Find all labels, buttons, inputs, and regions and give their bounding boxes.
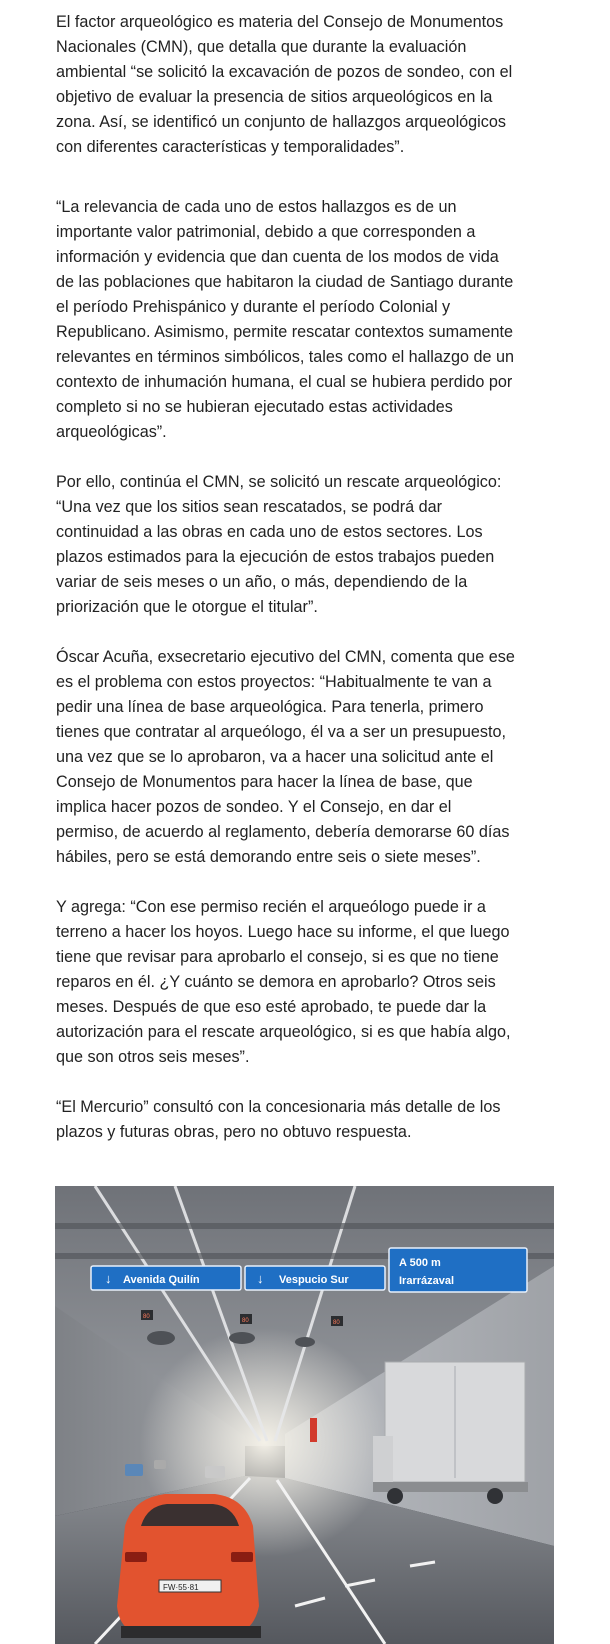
text-line: autorización para el rescate arqueológico, si es que había algo,: [56, 1023, 511, 1041]
license-plate: FW·55·81: [163, 1583, 199, 1592]
text-line: una vez que se lo aprobaron, va a hacer una solicitud ante el: [56, 748, 494, 766]
text-line: plazos y futuras obras, pero no obtuvo respuesta.: [56, 1123, 412, 1141]
text-line: Por ello, continúa el CMN, se solicitó un rescate arqueológico:: [56, 473, 502, 491]
text-line: de las poblaciones que habitaron la ciudad de Santiago durante: [56, 273, 514, 291]
article-paragraph-3: [56, 470, 556, 620]
text-line: zona. Así, se identificó un conjunto de hallazgos arqueológicos: [56, 113, 506, 131]
text-line: El factor arqueológico es materia del Consejo de Monumentos: [56, 13, 504, 31]
text-line: que son otros seis meses”.: [56, 1048, 250, 1066]
text-line: implica hacer pozos de sondeo. Y el Consejo, en dar el: [56, 798, 452, 816]
text-line: meses. Después de que eso esté aprobado, te puede dar la: [56, 998, 487, 1016]
text-line: con diferentes características y temporalidades”.: [56, 138, 405, 156]
sign-arrow-icon: ↓: [257, 1271, 264, 1286]
tunnel-render-image: [55, 1186, 554, 1644]
speed-label: 80: [242, 1318, 249, 1324]
text-line: arqueológicas”.: [56, 423, 167, 441]
text-line: tiene que revisar para aprobarlo el consejo, si es que no tiene: [56, 948, 499, 966]
text-line: plazos estimados para la ejecución de estos trabajos pueden: [56, 548, 495, 566]
speed-label: 80: [333, 1320, 340, 1326]
text-line: pedir una línea de base arqueológica. Para tenerla, primero: [56, 698, 484, 716]
text-line: variar de seis meses o un año, o más, dependiendo de la: [56, 573, 468, 591]
text-line: contexto de inhumación humana, el cual se hubiera perdido por: [56, 373, 513, 391]
text-line: ambiental “se solicitó la excavación de pozos de sondeo, con el: [56, 63, 513, 81]
distant-car: [125, 1464, 143, 1476]
text-line: Consejo de Monumentos para hacer la línea de base, que: [56, 773, 473, 791]
text-line: completo si no se hubieran ejecutado estas actividades: [56, 398, 453, 416]
text-line: priorización que le otorgue el titular”.: [56, 598, 318, 616]
article-paragraph-5: [56, 895, 556, 1070]
text-line: Y agrega: “Con ese permiso recién el arqueólogo puede ir a: [56, 898, 486, 916]
text-line: información y evidencia que dan cuenta de los modos de vida: [56, 248, 499, 266]
text-line: “La relevancia de cada uno de estos hallazgos es de un: [56, 198, 457, 216]
distant-car: [154, 1460, 166, 1469]
sign-label-right-street: Irarrázaval: [399, 1275, 455, 1287]
article-paragraph-4: [56, 645, 556, 870]
sign-label-middle: Vespucio Sur: [279, 1274, 349, 1286]
text-line: objetivo de evaluar la presencia de sitios arqueológicos en la: [56, 88, 493, 106]
text-line: Nacionales (CMN), que detalla que durante la evaluación: [56, 38, 467, 56]
tunnel-illustration: [55, 1186, 554, 1644]
sign-label-right-distance: A 500 m: [399, 1257, 441, 1269]
text-line: terreno a hacer los hoyos. Luego hace su informe, el que luego: [56, 923, 510, 941]
text-line: Republicano. Asimismo, permite rescatar contextos sumamente: [56, 323, 514, 341]
text-line: importante valor patrimonial, debido a que corresponden a: [56, 223, 476, 241]
emergency-box: [310, 1418, 317, 1442]
red-car: [117, 1494, 261, 1638]
text-line: “El Mercurio” consultó con la concesionaria más detalle de los: [56, 1098, 501, 1116]
text-line: reparos en él. ¿Y cuánto se demora en aprobarlo? Otros seis: [56, 973, 496, 991]
distant-car: [205, 1466, 225, 1478]
article-paragraph-1: [56, 10, 556, 160]
speed-label: 80: [143, 1314, 150, 1320]
sign-arrow-icon: ↓: [105, 1271, 112, 1286]
text-line: permiso, de acuerdo al reglamento, debería demorarse 60 días: [56, 823, 510, 841]
text-line: Óscar Acuña, exsecretario ejecutivo del CMN, comenta que ese: [56, 648, 515, 666]
article-paragraph-2: [56, 195, 556, 445]
article-paragraph-6: [56, 1095, 556, 1145]
text-line: “Una vez que los sitios sean rescatados, se podrá dar: [56, 498, 443, 516]
text-line: es el problema con estos proyectos: “Habitualmente te van a: [56, 673, 492, 691]
sign-label-left: Avenida Quilín: [123, 1274, 200, 1286]
text-line: tienes que contratar al arqueólogo, él va a ser un presupuesto,: [56, 723, 506, 741]
white-truck: [373, 1362, 528, 1504]
text-line: continuidad a las obras en cada uno de estos sectores. Los: [56, 523, 483, 541]
text-line: relevantes en términos simbólicos, tales como el hallazgo de un: [56, 348, 514, 366]
text-line: hábiles, pero se está demorando entre seis o siete meses”.: [56, 848, 481, 866]
text-line: el período Prehispánico y durante el período Colonial y: [56, 298, 451, 316]
article-body: [56, 10, 556, 1145]
